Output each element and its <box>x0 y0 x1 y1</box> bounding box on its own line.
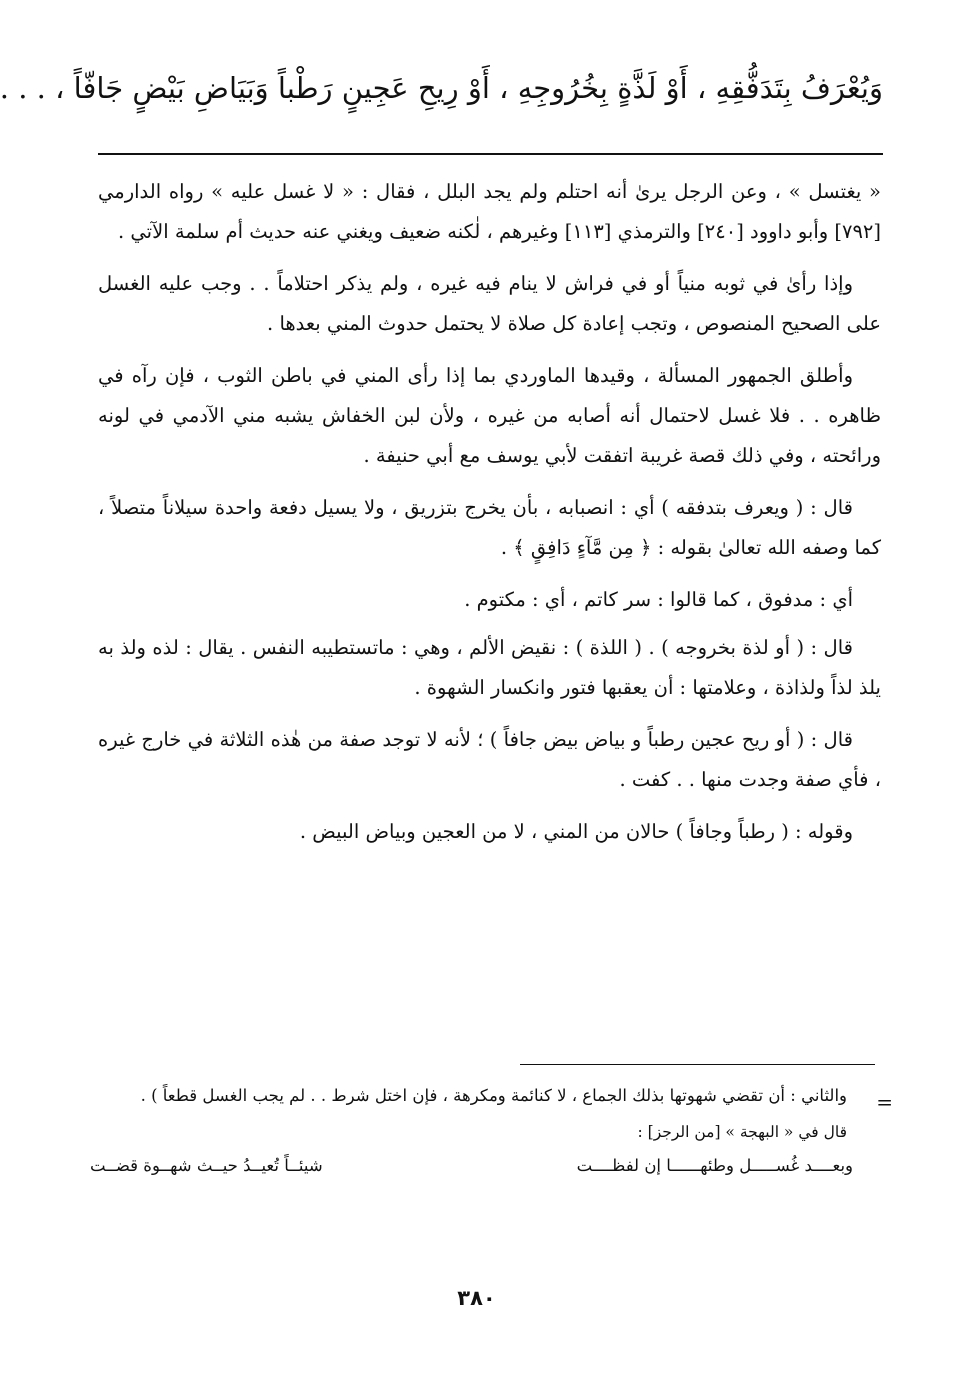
commentary-paragraph: قال : ( أو لذة بخروجه ) . ( اللذة ) : نقيض الألم ، وهي : ماتستطيبه النفس . يقال : لذه ولذ به يلذ لذاً ولذاذة ، وعلامتها : أن يعقبها فتور وانكسار الشهوة . <box>98 636 881 699</box>
verse-second-hemistich: شيئــاً تُعيــدُ حيــث شهــوة قضــت <box>90 1156 323 1175</box>
commentary-paragraph: وقوله : ( رطباً وجافاً ) حالان من المني ، لا من العجين وبياض البيض . <box>299 820 853 843</box>
poetry-verse <box>90 1150 853 1182</box>
footnote-section <box>90 1080 893 1182</box>
matn-separator-rule <box>98 153 883 155</box>
commentary-paragraph: قال : ( ويعرف بتدفقه ) أي : انصبابه ، بأن يخرج بتزريق ، ولا يسيل دفعة واحدة سيلاناً متصلاً ، كما وصفه الله تعالىٰ بقوله : ﴿ مِن مَّآءٍ دَافِقٍ ﴾ . <box>98 496 881 559</box>
commentary-paragraph: وأطلق الجمهور المسألة ، وقيدها الماوردي بما إذا رأى المني في باطن الثوب ، فإن رآه في ظاهره . . فلا غسل لاحتمال أنه أصابه من غيره ، ولأن لبن الخفاش يشبه مني الآدمي في لونه ورائحته ، وفي ذلك قصة غريبة اتفقت لأبي يوسف مع أبي حنيفة . <box>98 364 881 467</box>
footnote-source-line: قال في « البهجة » [من الرجز] : <box>637 1123 847 1141</box>
footnote-text: والثاني : أن تقضي شهوتها بذلك الجماع ، لا كنائمة ومكرهة ، فإن اختل شرط . . لم يجب الغسل قطعاً ) . <box>140 1086 847 1105</box>
commentary-paragraph: وإذا رأىٰ في ثوبه منياً أو في فراش لا ينام فيه غيره ، ولم يذكر احتلاماً . . وجب عليه الغسل على الصحيح المنصوص ، وتجب إعادة كل صلاة لا يحتمل حدوث المني بعدها . <box>98 272 881 335</box>
commentary-paragraph: « يغتسل » ، وعن الرجل يرىٰ أنه احتلم ولم يجد البلل ، فقال : « لا غسل عليه » رواه الدارمي [٧٩٢] وأبو داوود [٢٤٠] والترمذي [١١٣] وغيرهم ، لٰكنه ضعيف ويغني عنه حديث أم سلمة الآتي . <box>98 180 881 243</box>
page-number: ٣٨٠ <box>457 1286 496 1310</box>
footnote-continuation-marker: = <box>876 1090 893 1114</box>
footnote-separator-rule <box>520 1064 875 1065</box>
matn-text: وَيُعْرَفُ بِتَدَفُّقِهِ ، أَوْ لَذَّةٍ بِخُرُوجِهِ ، أَوْ رِيحِ عَجِينٍ رَطْباً وَبَيَاضِ بَيْضٍ جَافّاً ، . . . <box>0 71 883 105</box>
commentary-section <box>98 172 881 860</box>
commentary-paragraph: أي : مدفوق ، كما قالوا : سر كاتم ، أي : مكتوم . <box>464 588 853 611</box>
commentary-paragraph: قال : ( أو ريح عجين رطباً و بياض بيض جافاً ) ؛ لأنه لا توجد صفة من هٰذه الثلاثة في خارج غيره ، فأي صفة وجدت منها . . كفت . <box>98 728 881 791</box>
verse-first-hemistich: وبعــــد غُســـــل وطئهــــــا إن لفظــــت <box>576 1156 853 1175</box>
